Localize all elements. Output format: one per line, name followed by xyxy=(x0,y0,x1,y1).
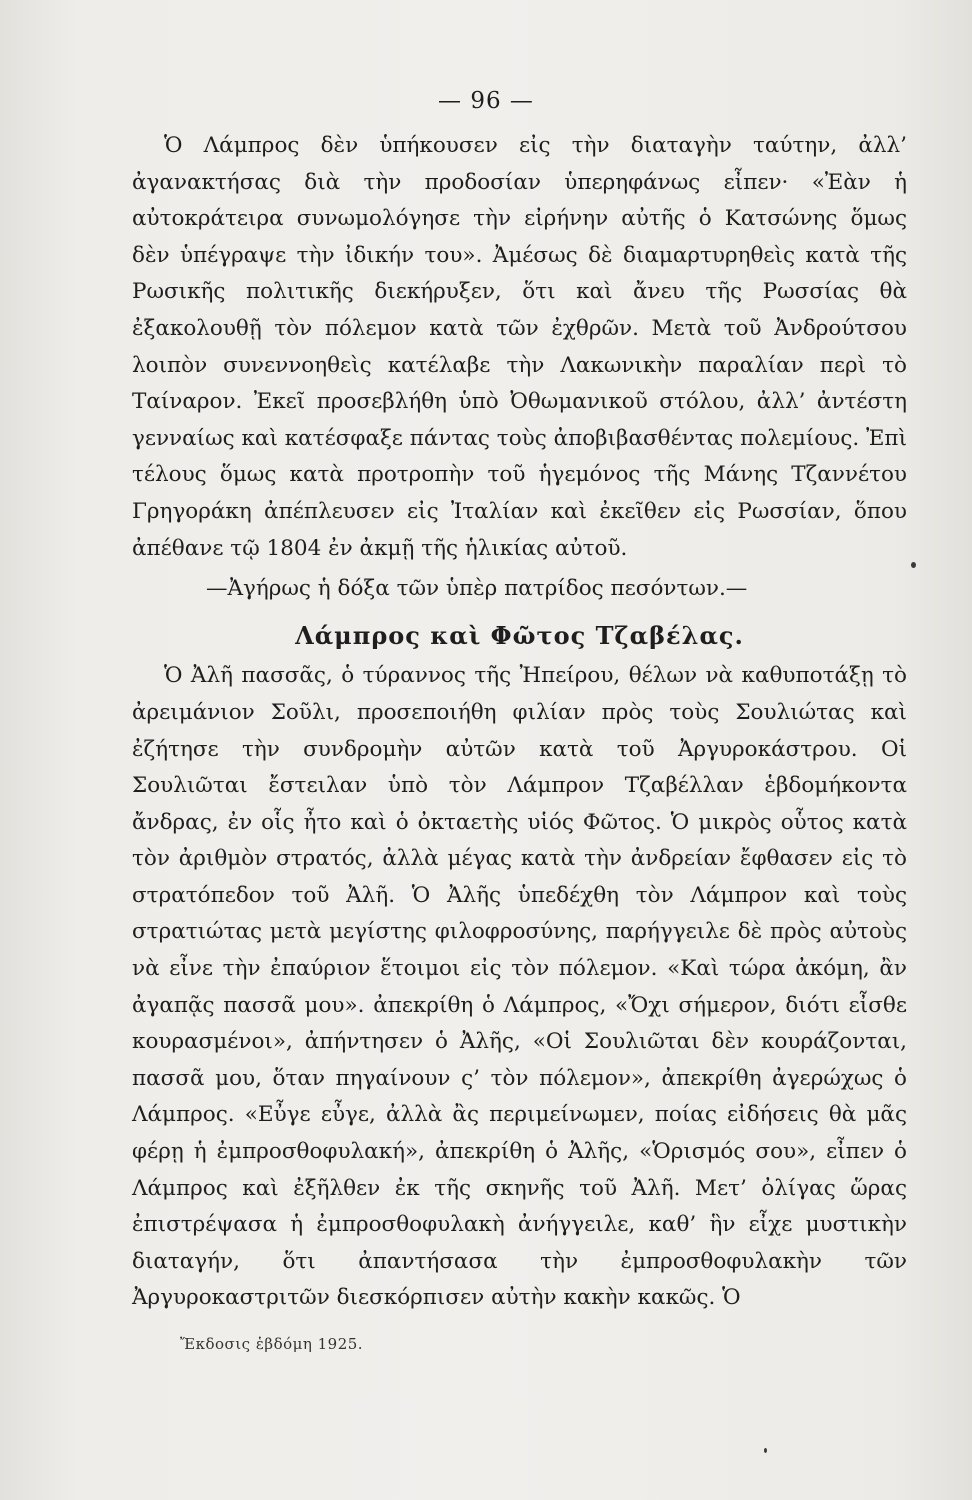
paragraph-ali-pasha: Ὁ Ἀλῆ πασσᾶς, ὁ τύραννος τῆς Ἠπείρου, θέλων νὰ καθυποτάξῃ τὸ ἀρειμάνιον Σοῦλι, προσεποιήθη φιλίαν πρὸς τοὺς Σουλιώτας καὶ ἐζήτησε τὴν συνδρομὴν αὐτῶν κατὰ τοῦ Ἀργυροκάστρου. Οἱ Σουλιῶται ἔστειλαν ὑπὸ τὸν Λάμπρον Τζαβέλλαν ἑβδομήκοντα ἄνδρας, ἐν οἷς ἦτο καὶ ὁ ὀκταετὴς υἱός Φῶτος. Ὁ μικρὸς οὗτος κατὰ τὸν ἀριθμὸν στρατός, ἀλλὰ μέγας κατὰ τὴν ἀνδρείαν ἔφθασεν εἰς τὸ στρατόπεδον τοῦ Ἀλῆ. Ὁ Ἀλῆς ὑπεδέχθη τὸν Λάμπρον καὶ τοὺς στρατιώτας μετὰ μεγίστης φιλοφροσύνης, παρήγγειλε δὲ πρὸς αὐτοὺς νὰ εἶνε τὴν ἐπαύριον ἕτοιμοι εἰς τὸν πόλεμον. «Καὶ τώρα ἀκόμη, ἂν ἀγαπᾷς πασσᾶ μου». ἀπεκρίθη ὁ Λάμπρος, «Ὄχι σήμερον, διότι εἶσθε κουρασμένοι», ἀπήντησεν ὁ Ἀλῆς, «Οἱ Σουλιῶται δὲν κουράζονται, πασσᾶ μου, ὅταν πηγαίνουν ς’ τὸν πόλεμον», ἀπεκρίθη ἀγερώχως ὁ Λάμπρος. «Εὖγε εὖγε, ἀλλὰ ἂς περιμείνωμεν, ποίας εἰδήσεις θὰ μᾶς φέρῃ ἡ ἐμπροσθοφυλακή», ἀπεκρίθη ὁ Ἀλῆς, «Ὁρισμός σου», εἶπεν ὁ Λάμπρος καὶ ἐξῆλθεν ἐκ τῆς σκηνῆς τοῦ Ἀλῆ. Μετ’ ὀλίγας ὥρας ἐπιστρέψασα ἡ ἐμπροσθοφυλακὴ ἀνήγγειλε, καθ’ ἣν εἶχε μυστικὴν διαταγήν, ὅτι ἀπαντήσασα τὴν ἐμπροσθοφυλακὴν τῶν Ἀργυροκαστριτῶν διεσκόρπισεν αὐτὴν κακὴν κακῶς. Ὁ xyxy=(132,663,907,1311)
section-heading: Λάμπρος καὶ Φῶτος Τζαβέλας. xyxy=(295,620,744,650)
paragraph-lambros-katsonis: Ὁ Λάμπρος δὲν ὑπήκουσεν εἰς τὴν διαταγὴν ταύτην, ἀλλ’ ἀγανακτήσας διὰ τὴν προδοσίαν ὑπερηφάνως εἶπεν· «Ἐὰν ἡ αὐτοκράτειρα συνωμολόγησε τὴν εἰρήνην αὐτῆς ὁ Κατσώνης ὅμως δὲν ὑπέγραψε τὴν ἰδικήν του». Ἀμέσως δὲ διαμαρτυρηθεὶς κατὰ τῆς Ρωσικῆς πολιτικῆς διεκήρυξεν, ὅτι καὶ ἄνευ τῆς Ρωσσίας θὰ ἐξακολουθῇ τὸν πόλεμον κατὰ τῶν ἐχθρῶν. Μετὰ τοῦ Ἀνδρούτσου λοιπὸν συνεννοηθεὶς κατέλαβε τὴν Λακωνικὴν παραλίαν περὶ τὸ Ταίναρον. Ἐκεῖ προσεβλήθη ὑπὸ Ὀθωμανικοῦ στόλου, ἀλλ’ ἀντέστη γενναίως καὶ κατέσφαξε πάντας τοὺς ἀποβιβασθέντας πολεμίους. Ἐπὶ τέλους ὅμως κατὰ προτροπὴν τοῦ ἡγεμόνος τῆς Μάνης Τζαννέτου Γρηγοράκη ἀπέπλευσεν εἰς Ἰταλίαν καὶ ἐκεῖθεν εἰς Ρωσσίαν, ὅπου ἀπέθανε τῷ 1804 ἐν ἀκμῇ τῆς ἡλικίας αὐτοῦ. xyxy=(132,133,907,561)
body-text xyxy=(132,128,907,1317)
epigraph-quote: —Ἀγήρως ἡ δόξα τῶν ὑπὲρ πατρίδος πεσόντων.— xyxy=(206,576,748,602)
edition-footer-note: Ἔκδοσις ἑβδόμη 1925. xyxy=(180,1335,364,1353)
ink-spot xyxy=(911,562,916,568)
ink-spot xyxy=(764,1448,767,1453)
page-number: — 96 — xyxy=(438,88,534,114)
